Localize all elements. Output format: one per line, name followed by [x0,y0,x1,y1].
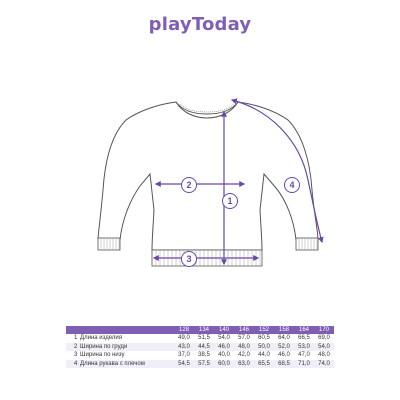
size-col: 164 [294,326,314,334]
measurement-value: 37,0 [178,352,190,359]
measurement-value: 53,0 [294,343,314,352]
measurement-value: 52,0 [274,343,294,352]
measurement-value: 42,0 [238,352,250,359]
sweatshirt-body-outline [98,102,318,250]
row-number: 3 [74,352,78,359]
measurement-value: 63,0 [234,360,254,369]
measurement-value: 66,5 [298,335,310,342]
measurement-value: 51,5 [198,335,210,342]
size-col: 128 [174,326,194,334]
measurement-value: 69,0 [318,335,330,342]
measurement-value: 68,5 [274,360,294,369]
measurement-value: 49,0 [178,335,190,342]
measurement-value: 60,0 [214,360,234,369]
size-col: 170 [314,326,334,334]
size-col: 152 [254,326,274,334]
table-row [66,360,334,369]
measurement-value: 65,5 [254,360,274,369]
row-number: 2 [66,343,80,352]
measurement-value: 38,5 [198,352,210,359]
right-cuff [296,238,318,250]
measurement-value: 60,5 [258,335,270,342]
marker-4: 4 [284,177,300,193]
measurement-value: 54,0 [218,335,230,342]
measurement-value: 48,0 [234,343,254,352]
size-col: 146 [234,326,254,334]
table-row [66,351,334,360]
size-col: 140 [214,326,234,334]
size-table [66,326,334,368]
header-blank [80,326,174,334]
measurement-value: 40,0 [218,352,230,359]
size-col: 134 [194,326,214,334]
size-col: 158 [274,326,294,334]
measurement-value: 54,5 [174,360,194,369]
measurement-value: 57,0 [238,335,250,342]
row-number: 4 [66,360,80,369]
measurement-value: 44,5 [194,343,214,352]
row-number: 1 [74,335,78,342]
measurement-value: 71,0 [294,360,314,369]
table-row [66,343,334,352]
measurement-name: Длина изделия [80,335,122,342]
measurement-value: 44,0 [258,352,270,359]
header-blank [66,326,80,334]
marker-3: 3 [181,251,197,267]
measurement-value: 54,0 [314,343,334,352]
measurement-value: 64,0 [278,335,290,342]
measurement-value: 57,5 [194,360,214,369]
table-row [66,334,334,343]
marker-2: 2 [181,177,197,193]
measurement-value: 46,0 [278,352,290,359]
measurement-value: 43,0 [174,343,194,352]
marker-1: 1 [222,193,238,209]
measurement-name: Длина рукава с плечом [80,360,174,369]
left-cuff [98,238,120,250]
measurement-value: 48,0 [318,352,330,359]
measurement-name: Ширина по груди [80,343,174,352]
size-header-row [66,326,334,334]
measurement-value: 47,0 [298,352,310,359]
measurement-value: 50,0 [254,343,274,352]
brand-logo: playToday [148,14,252,35]
measurement-value: 46,0 [214,343,234,352]
measurement-name: Ширина по низу [80,352,125,359]
measurement-value: 74,0 [314,360,334,369]
